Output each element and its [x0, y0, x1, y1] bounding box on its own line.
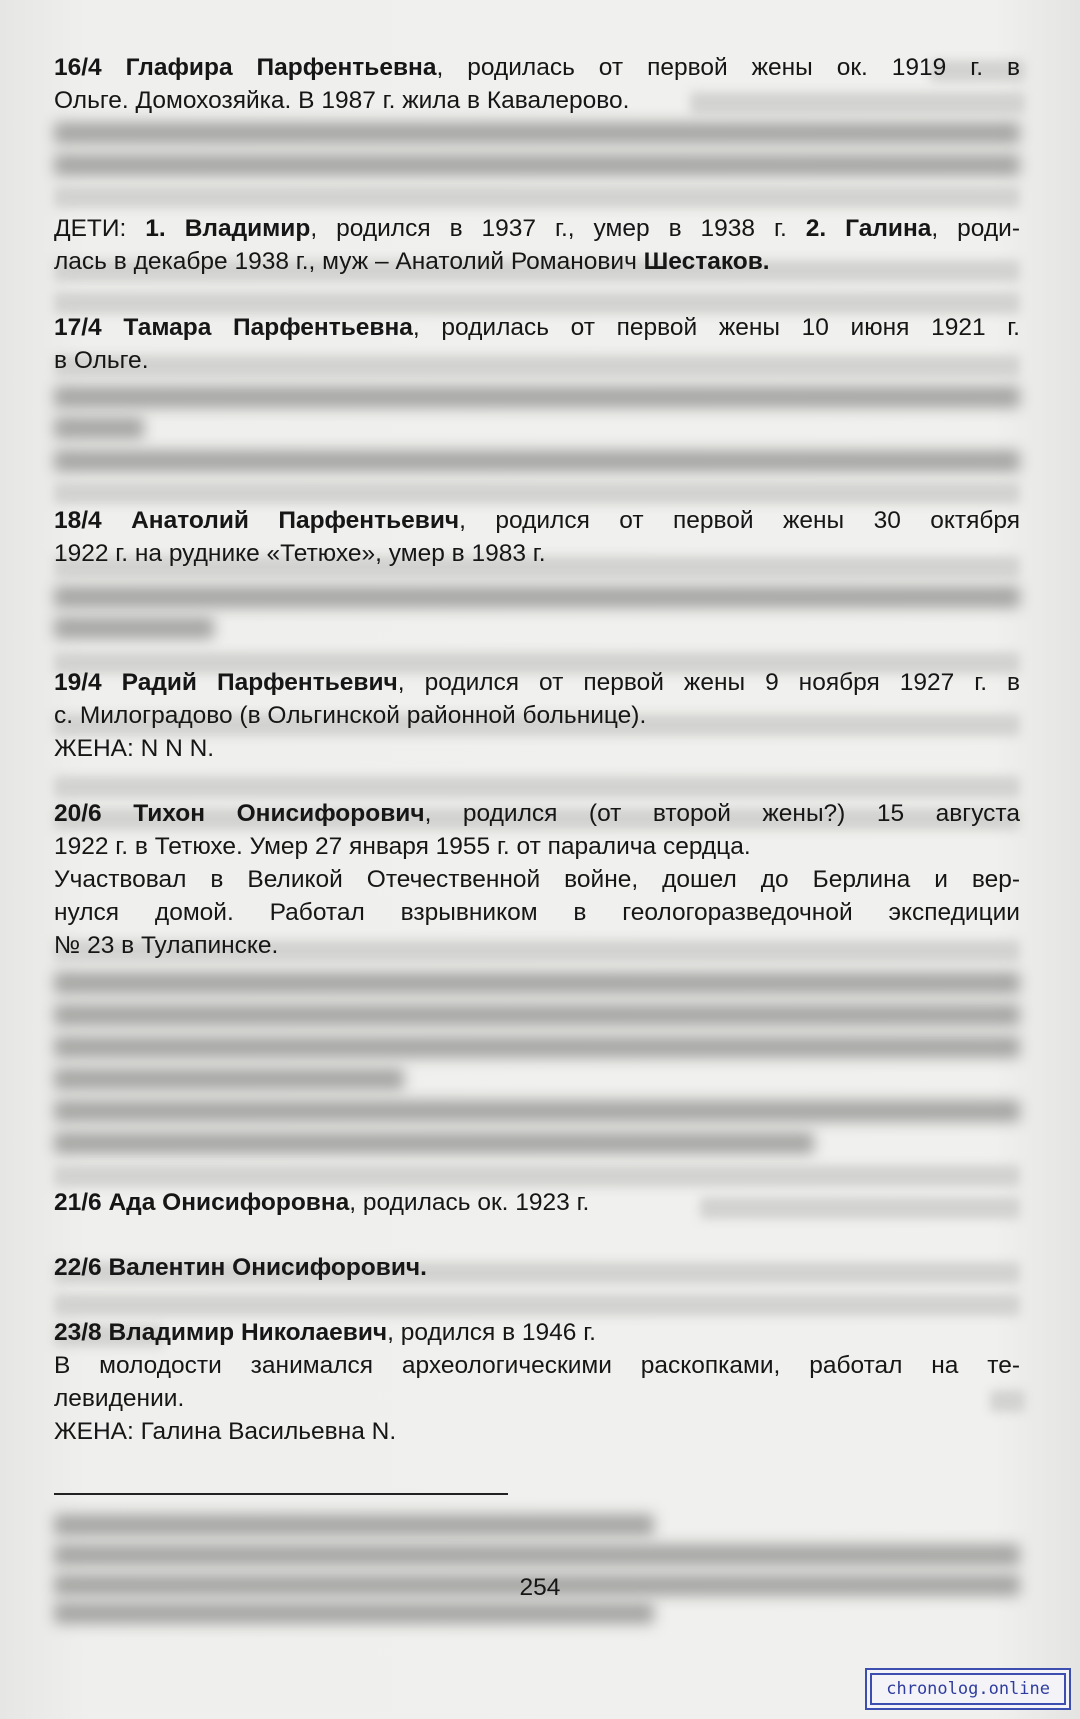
entry-text: № 23 в Тулапинске. [54, 932, 279, 959]
person-name: 18/4 Анатолий Парфентьевич [54, 507, 460, 534]
child-name: 2. Галина [805, 215, 932, 242]
entry-text: , родилась от первой жены 10 июня 1921 г. [412, 314, 1020, 341]
person-name: 16/4 Глафира Парфентьевна [54, 54, 437, 81]
watermark-link[interactable]: chronolog.online [870, 1673, 1066, 1705]
person-name: 19/4 Радий Парфентьевич [54, 669, 398, 696]
redacted-text [54, 417, 144, 439]
entry-19-4 [54, 666, 1020, 765]
redacted-text [54, 1165, 1020, 1187]
entry-text: , родилась ок. 1923 г. [349, 1189, 590, 1216]
entry-text: , родился в 1946 г. [387, 1319, 596, 1346]
redacted-footnote [54, 1602, 654, 1624]
redacted-text [54, 1068, 404, 1090]
entry-20-6 [54, 797, 1020, 962]
child-name: 1. Владимир [145, 215, 311, 242]
entry-text: 1922 г. в Тетюхе. Умер 27 января 1955 г. от паралича сердца. [54, 833, 751, 860]
spouse-surname: Шестаков. [643, 248, 770, 275]
redacted-footnote [54, 1514, 654, 1536]
person-name: 23/8 Владимир Николаевич [54, 1319, 388, 1346]
person-name: 21/6 Ада Онисифоровна [54, 1189, 350, 1216]
entry-text: Ольге. Домохозяйка. В 1987 г. жила в Кавалерово. [54, 87, 630, 114]
entry-text: левидении. [54, 1385, 185, 1412]
redacted-text [54, 1036, 1020, 1058]
redacted-text [54, 482, 1020, 504]
redacted-text [54, 154, 1020, 176]
child-text: , родился в 1937 г., умер в 1938 г. [310, 215, 787, 242]
entry-text: , родилась от первой жены ок. 1919 г. в [436, 54, 1020, 81]
entry-21-6 [54, 1186, 1020, 1219]
spouse-line: ЖЕНА: N N N. [54, 735, 215, 762]
footnote-rule [54, 1493, 508, 1495]
entry-23-8 [54, 1316, 1020, 1448]
redacted-text [54, 386, 1020, 408]
entry-text: , родился (от второй жены?) 15 августа [424, 800, 1020, 827]
entry-17-4 [54, 311, 1020, 377]
redacted-footnote [54, 1544, 1020, 1566]
person-name: 17/4 Тамара Парфентьевна [54, 314, 413, 341]
entry-text: в Ольге. [54, 347, 149, 374]
entry-18-4 [54, 504, 1020, 570]
entry-text: В молодости занимался археологическими раскопками, работал на те- [54, 1352, 1020, 1379]
entry-22-6 [54, 1251, 1020, 1284]
redacted-text [54, 617, 214, 639]
redacted-text [54, 776, 1020, 798]
redacted-text [54, 586, 1020, 608]
person-name: 20/6 Тихон Онисифорович [54, 800, 425, 827]
page-number: 254 [519, 1574, 561, 1601]
redacted-text [54, 122, 1020, 144]
redacted-text [54, 1100, 1020, 1122]
entry-16-4 [54, 51, 1020, 117]
entry-text: нулся домой. Работал взрывником в геологоразведочной экспедиции [54, 899, 1020, 926]
entry-text: с. Милоградово (в Ольгинской районной больнице). [54, 702, 647, 729]
child-text: , роди- [931, 215, 1020, 242]
spouse-line: ЖЕНА: Галина Васильевна N. [54, 1418, 397, 1445]
entry-text: 1922 г. на руднике «Тетюхе», умер в 1983 г. [54, 540, 546, 567]
entry-text: , родился от первой жены 9 ноября 1927 г. в [397, 669, 1021, 696]
redacted-text [54, 186, 1020, 208]
person-name: 22/6 Валентин Онисифорович. [54, 1254, 427, 1281]
child-text: лась в декабре 1938 г., муж – Анатолий Романович [54, 248, 637, 275]
redacted-text [54, 972, 1020, 994]
children-16-4 [54, 212, 1020, 278]
children-label: ДЕТИ: [54, 215, 127, 242]
redacted-text [54, 1294, 1020, 1316]
entry-text: Участвовал в Великой Отечественной войне, дошел до Берлина и вер- [54, 866, 1020, 893]
redacted-text [54, 1132, 814, 1154]
redacted-text [54, 1004, 1020, 1026]
redacted-text [54, 450, 1020, 472]
entry-text: , родился от первой жены 30 октября [459, 507, 1021, 534]
